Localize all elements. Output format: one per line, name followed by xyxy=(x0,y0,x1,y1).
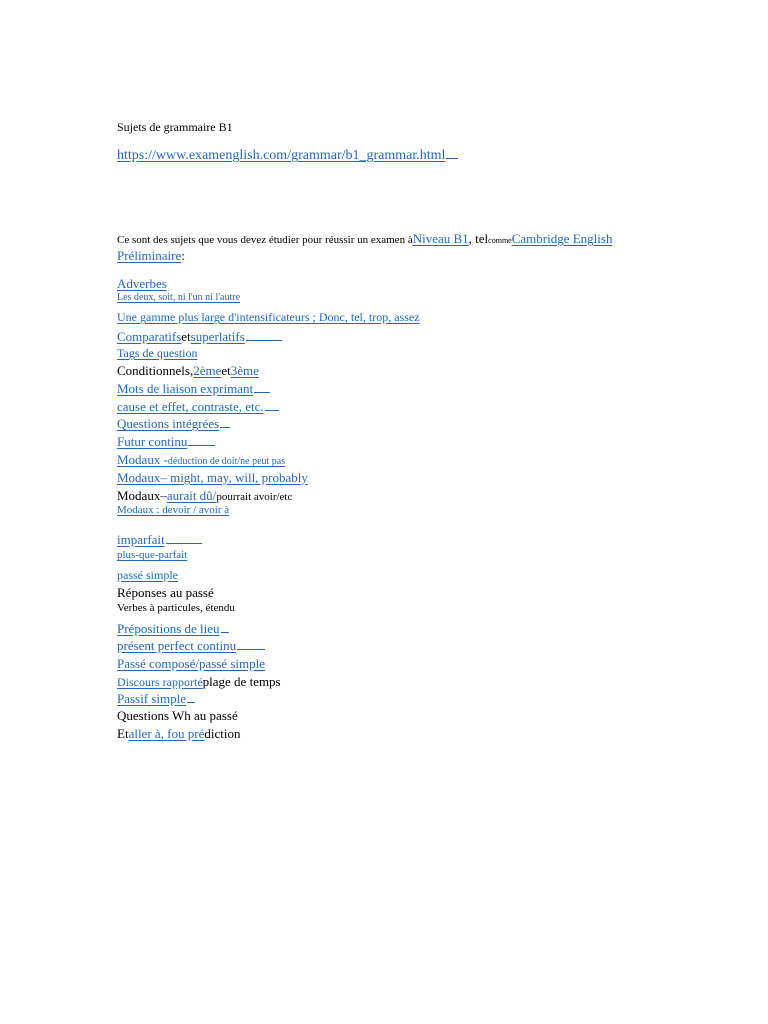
topic-futur-continu[interactable] xyxy=(117,435,215,448)
intro-sentence xyxy=(117,232,612,246)
intro-lead: Ce sont des sujets que vous devez étudier pour réussir un examen à xyxy=(117,234,413,246)
topic-discours xyxy=(117,675,281,688)
topic-tags[interactable] xyxy=(117,347,197,359)
plus-que-parfait-link[interactable]: plus-que-parfait xyxy=(117,549,188,561)
passe-compose-link[interactable]: Passé composé/passé simple xyxy=(117,656,266,671)
diction-text: diction xyxy=(204,726,241,741)
link-underline-tail xyxy=(166,542,202,544)
topic-mots-liaison[interactable] xyxy=(117,382,270,395)
source-url-link[interactable] xyxy=(117,149,458,163)
aurait-du-link[interactable]: aurait dû/ xyxy=(166,488,217,503)
topic-adverbes[interactable] xyxy=(117,277,167,290)
et-final-text: Et xyxy=(117,726,129,741)
topic-passif[interactable] xyxy=(117,692,195,705)
topic-comparatifs[interactable] xyxy=(117,330,282,343)
topic-les-deux[interactable] xyxy=(117,293,240,303)
topic-intensificateurs[interactable] xyxy=(117,311,420,323)
link-underline-tail xyxy=(246,339,282,341)
modaux-aurait-tail: pourrait avoir/etc xyxy=(216,491,293,503)
link-underline-tail xyxy=(265,409,279,411)
topic-plus-que-parfait[interactable] xyxy=(117,550,187,561)
topic-questions-integrees[interactable] xyxy=(117,417,230,430)
link-underline-tail xyxy=(220,426,230,428)
topic-modaux-devoir[interactable] xyxy=(117,505,229,516)
link-underline-tail xyxy=(237,648,265,650)
et-text-1: et xyxy=(181,329,191,344)
topic-prepositions[interactable] xyxy=(117,622,229,635)
source-url-text[interactable]: https://www.examenglish.com/grammar/b1_grammar.html xyxy=(117,148,446,163)
modaux-deduction-link[interactable]: Modaux - xyxy=(117,452,168,467)
topic-cause-effet[interactable] xyxy=(117,400,279,413)
topic-modaux-deduction[interactable] xyxy=(117,453,285,467)
topic-modaux-aurait xyxy=(117,489,292,503)
cambridge-english-link[interactable]: Cambridge English xyxy=(511,231,613,246)
mots-liaison-link[interactable]: Mots de liaison exprimant xyxy=(117,381,254,396)
topic-imparfait[interactable] xyxy=(117,533,202,546)
futur-continu-link[interactable]: Futur continu xyxy=(117,434,188,449)
deuxieme-link[interactable]: 2ème xyxy=(193,363,222,378)
et-text-2: et xyxy=(221,363,231,378)
topic-passe-compose[interactable] xyxy=(117,657,265,670)
passe-simple-link[interactable]: passé simple xyxy=(117,568,178,582)
les-deux-link[interactable]: Les deux, soit, ni l'un ni l'autre xyxy=(117,292,241,303)
link-underline-tail xyxy=(187,701,195,703)
discours-tail: plage de temps xyxy=(202,674,281,689)
doc-title: Sujets de grammaire B1 xyxy=(117,120,233,134)
cause-effet-link[interactable]: cause et effet, contraste, etc. xyxy=(117,399,264,414)
link-underline-tail xyxy=(254,391,270,393)
topic-passe-simple[interactable] xyxy=(117,569,178,581)
link-underline-tail xyxy=(446,157,458,159)
discours-rapporte-link[interactable]: Discours rapporté xyxy=(117,675,203,689)
questions-integrees-link[interactable]: Questions intégrées xyxy=(117,416,220,431)
intro-small: comme xyxy=(488,236,512,245)
intro-mid: , tel xyxy=(468,231,489,246)
modaux-aurait-lead: Modaux– xyxy=(117,488,167,503)
link-underline-tail xyxy=(188,444,215,446)
modaux-might-link[interactable]: Modaux– might, may, will, probably xyxy=(117,470,308,485)
troisieme-link[interactable]: 3ème xyxy=(230,363,259,378)
comparatifs-link[interactable]: Comparatifs xyxy=(117,329,182,344)
topic-conditionnels xyxy=(117,364,259,377)
present-perfect-link[interactable]: présent perfect continu xyxy=(117,638,237,653)
topic-modaux-might[interactable] xyxy=(117,471,308,484)
superlatifs-link[interactable]: superlatifs xyxy=(190,329,245,344)
modaux-devoir-link[interactable]: Modaux : devoir / avoir à xyxy=(117,504,230,516)
tags-question-link[interactable]: Tags de question xyxy=(117,346,198,360)
imparfait-link[interactable]: imparfait xyxy=(117,532,165,547)
passif-simple-link[interactable]: Passif simple xyxy=(117,691,186,706)
topic-verbes-particules: Verbes à particules, étendu xyxy=(117,602,235,614)
topic-reponses: Réponses au passé xyxy=(117,585,214,600)
topic-questions-wh: Questions Wh au passé xyxy=(117,708,238,723)
adverbes-link[interactable]: Adverbes xyxy=(117,276,167,291)
intro-continuation xyxy=(117,249,185,262)
prepositions-link[interactable]: Prépositions de lieu xyxy=(117,621,220,636)
topic-aller-a xyxy=(117,727,240,740)
topic-present-perfect[interactable] xyxy=(117,639,265,652)
conditionnels-text: Conditionnels, xyxy=(117,363,194,378)
level-b1-link[interactable]: Niveau B1 xyxy=(412,231,469,246)
preliminary-link[interactable]: Préliminaire xyxy=(117,248,182,263)
intensificateurs-link[interactable]: Une gamme plus large d'intensificateurs ; Donc, tel, trop, assez xyxy=(117,310,420,324)
link-underline-tail xyxy=(221,631,229,633)
modaux-deduction-detail[interactable]: déduction de doit/ne peut pas xyxy=(167,456,286,467)
aller-a-link[interactable]: aller à, fou pré xyxy=(128,726,205,741)
intro-colon: : xyxy=(181,248,185,263)
